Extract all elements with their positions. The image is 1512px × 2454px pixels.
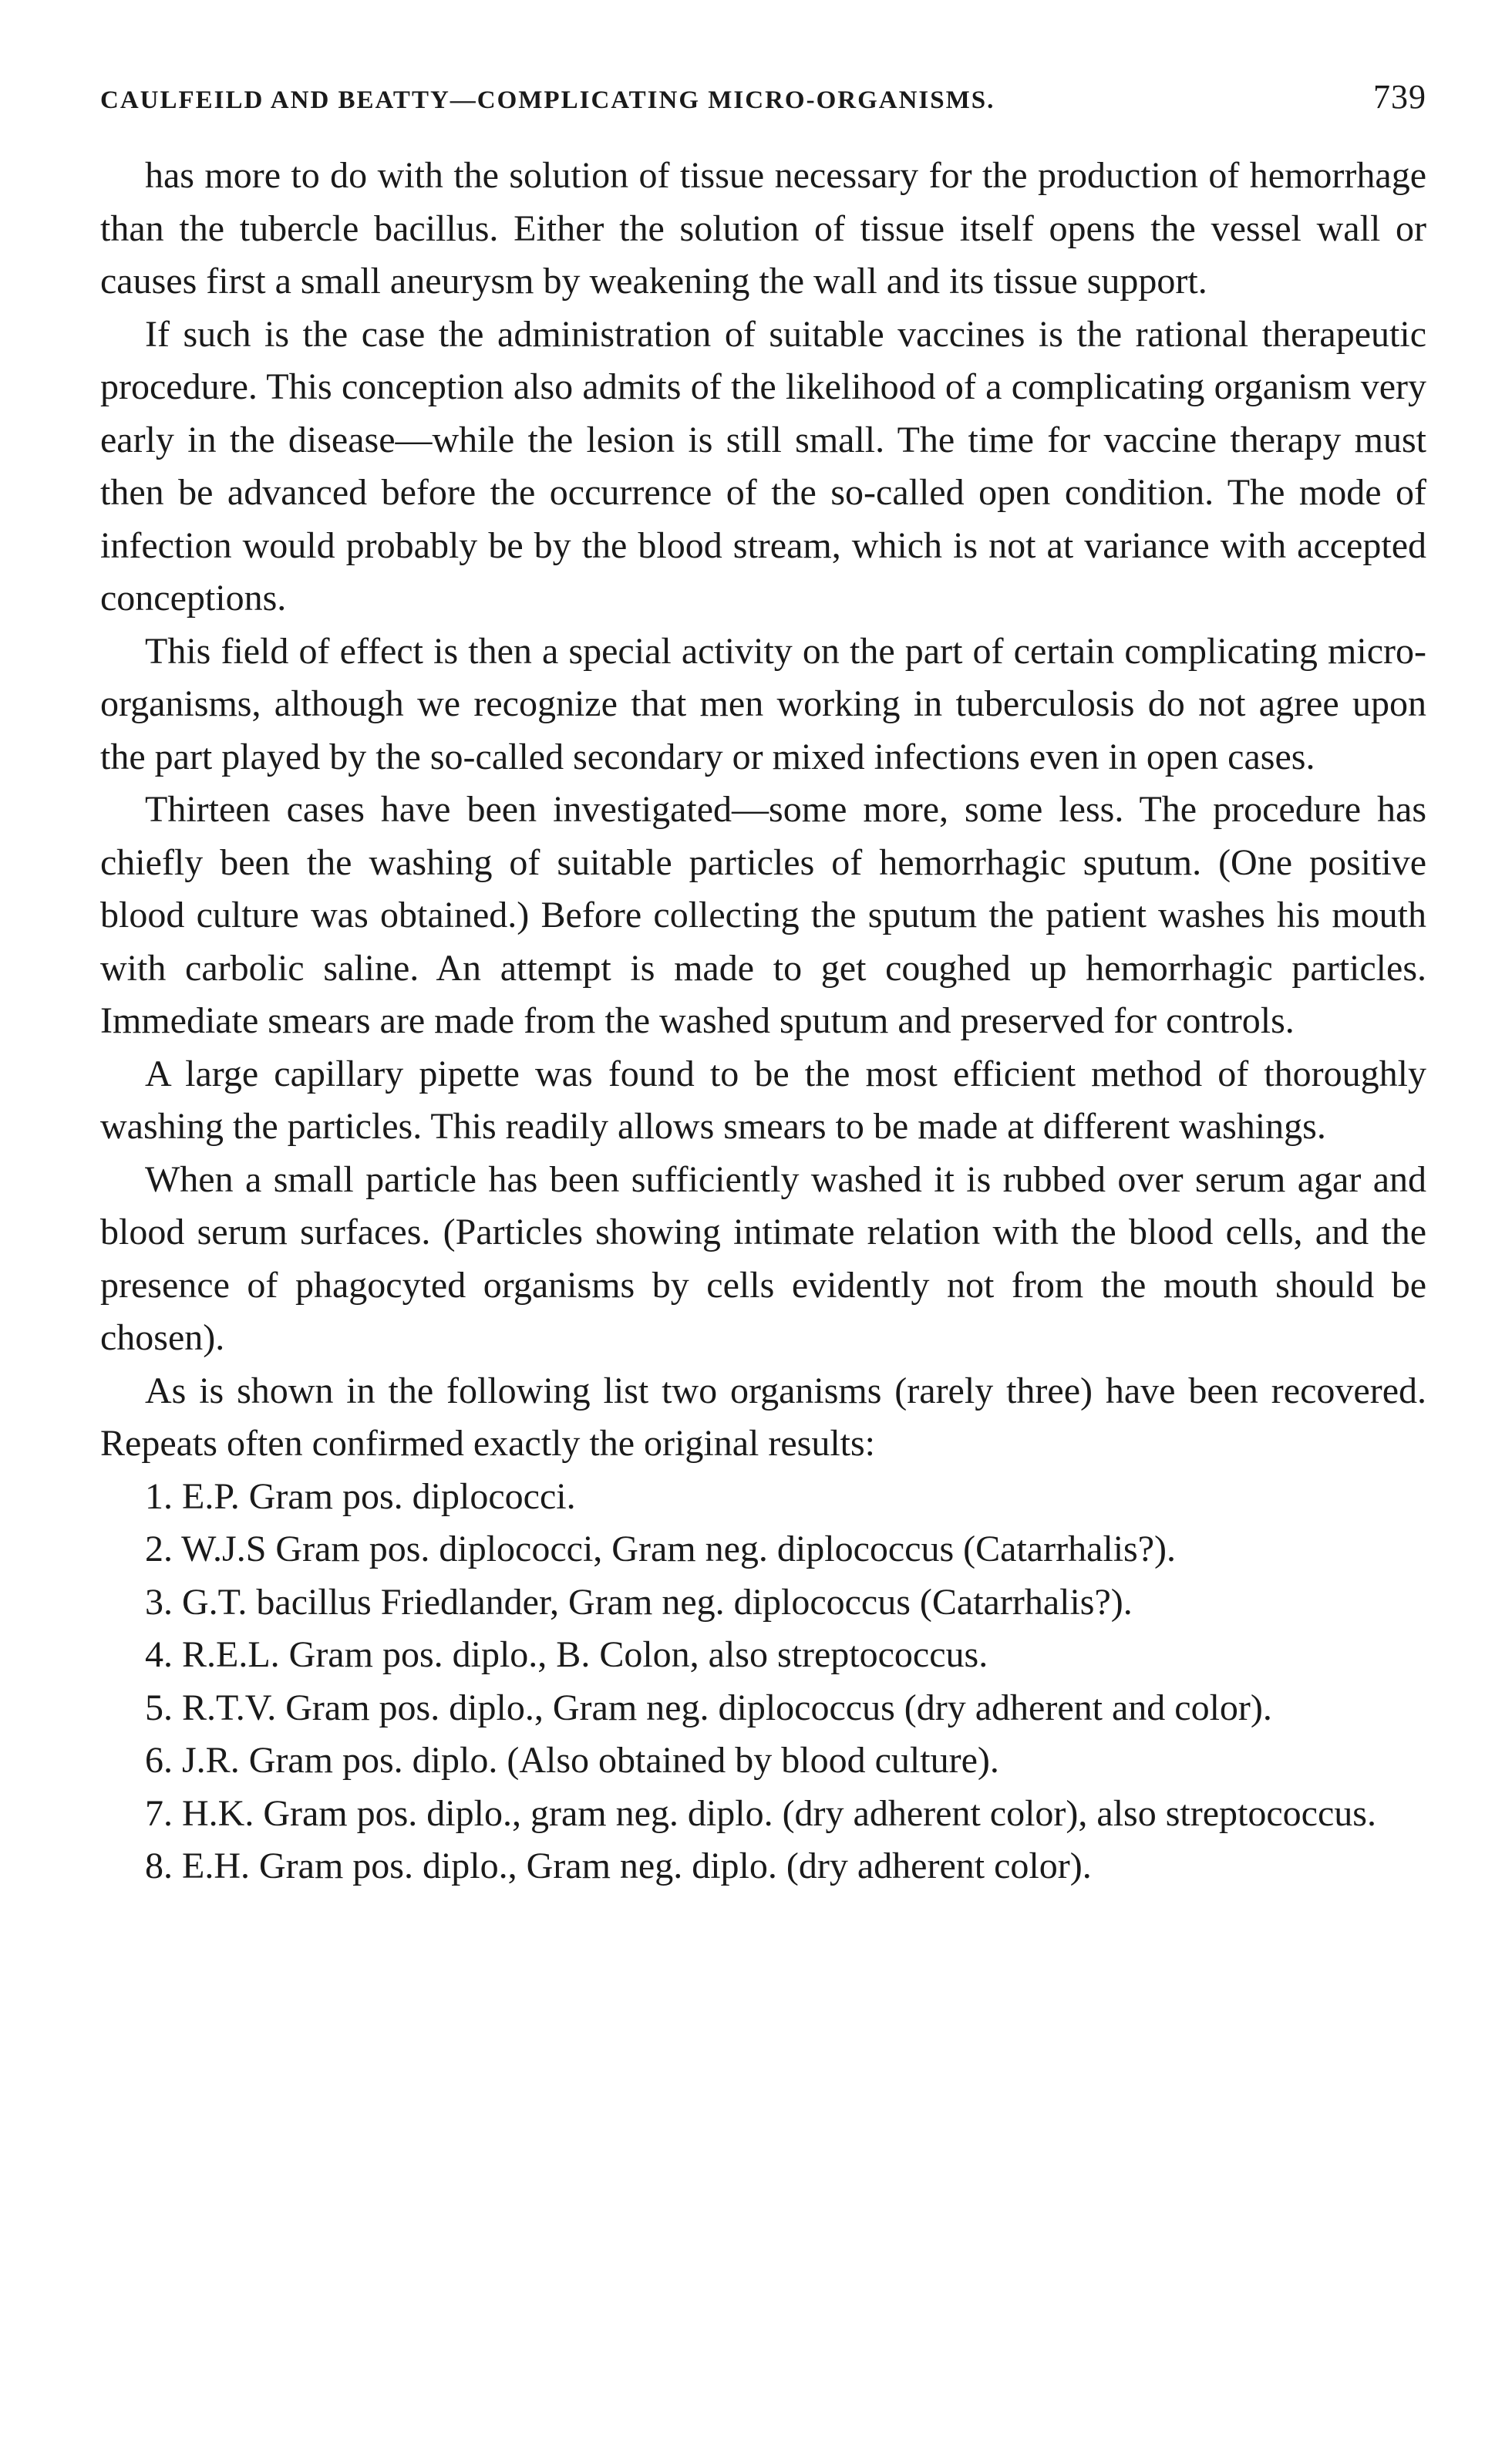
paragraph-continuation: has more to do with the solution of tissue necessary for the production of hemorrhage than the tubercle bacillus. Either the solution of tissue itself opens the vessel wall or causes first a small aneurysm by weakening the wall and its tissue support. [100, 155, 1426, 302]
paragraph-list-intro: As is shown in the following list two organisms (rarely three) have been recovered. Repeats often confirmed exactly the original results: [100, 1370, 1426, 1464]
list-item: 8. E.H. Gram pos. diplo., Gram neg. diplo. (dry adherent color). [145, 1846, 1092, 1886]
running-title: CAULFEILD AND BEATTY—COMPLICATING MICRO-ORGANISMS. [100, 86, 995, 114]
paragraph-vaccine-therapy: If such is the case the administration of suitable vaccines is the rational therapeutic procedure. This conception also admits of the likelihood of a complicating organism very early in the disease—while the lesion is still small. The time for vaccine therapy must then be advanced before the occurrence of the so-called open condition. The mode of infection would probably be by the blood stream, which is not at variance with accepted conceptions. [100, 313, 1426, 619]
page-number: 739 [1373, 78, 1426, 116]
paragraph-field-of-effect: This field of effect is then a special activity on the part of certain complicating micro-organisms, although we recognize that men working in tuberculosis do not agree upon the part played by the so-called secondary or mixed infections even in open cases. [100, 630, 1426, 777]
list-item: 6. J.R. Gram pos. diplo. (Also obtained by blood culture). [145, 1740, 999, 1781]
list-item: 1. E.P. Gram pos. diplococci. [145, 1475, 576, 1517]
list-item: 2. W.J.S Gram pos. diplococci, Gram neg. diplococcus (Catarrhalis?). [145, 1529, 1177, 1569]
list-item: 3. G.T. bacillus Friedlander, Gram neg. diplococcus (Catarrhalis?). [145, 1581, 1133, 1623]
paragraph-particle-washing: When a small particle has been sufficiently washed it is rubbed over serum agar and blood serum surfaces. (Particles showing intimate relation with the blood cells, and the presence of phagocyted organisms by cells evidently not from the mouth should be chosen). [100, 1158, 1426, 1358]
running-head [100, 77, 1426, 133]
paragraph-pipette: A large capillary pipette was found to be the most efficient method of thoroughly washing the particles. This readily allows smears to be made at different washings. [100, 1053, 1426, 1147]
document-page [100, 77, 1426, 1893]
results-list [100, 1471, 1426, 1893]
list-item: 7. H.K. Gram pos. diplo., gram neg. diplo. (dry adherent color), also streptococcus. [145, 1792, 1376, 1834]
list-item: 4. R.E.L. Gram pos. diplo., B. Colon, also streptococcus. [145, 1634, 988, 1675]
paragraph-procedure: Thirteen cases have been investigated—some more, some less. The procedure has chiefly been the washing of suitable particles of hemorrhagic sputum. (One positive blood culture was obtained.) Before collecting the sputum the patient washes his mouth with carbolic saline. An attempt is made to get coughed up hemorrhagic particles. Immediate smears are made from the washed sputum and preserved for controls. [100, 789, 1426, 1041]
list-item: 5. R.T.V. Gram pos. diplo., Gram neg. diplococcus (dry adherent and color). [145, 1687, 1272, 1728]
